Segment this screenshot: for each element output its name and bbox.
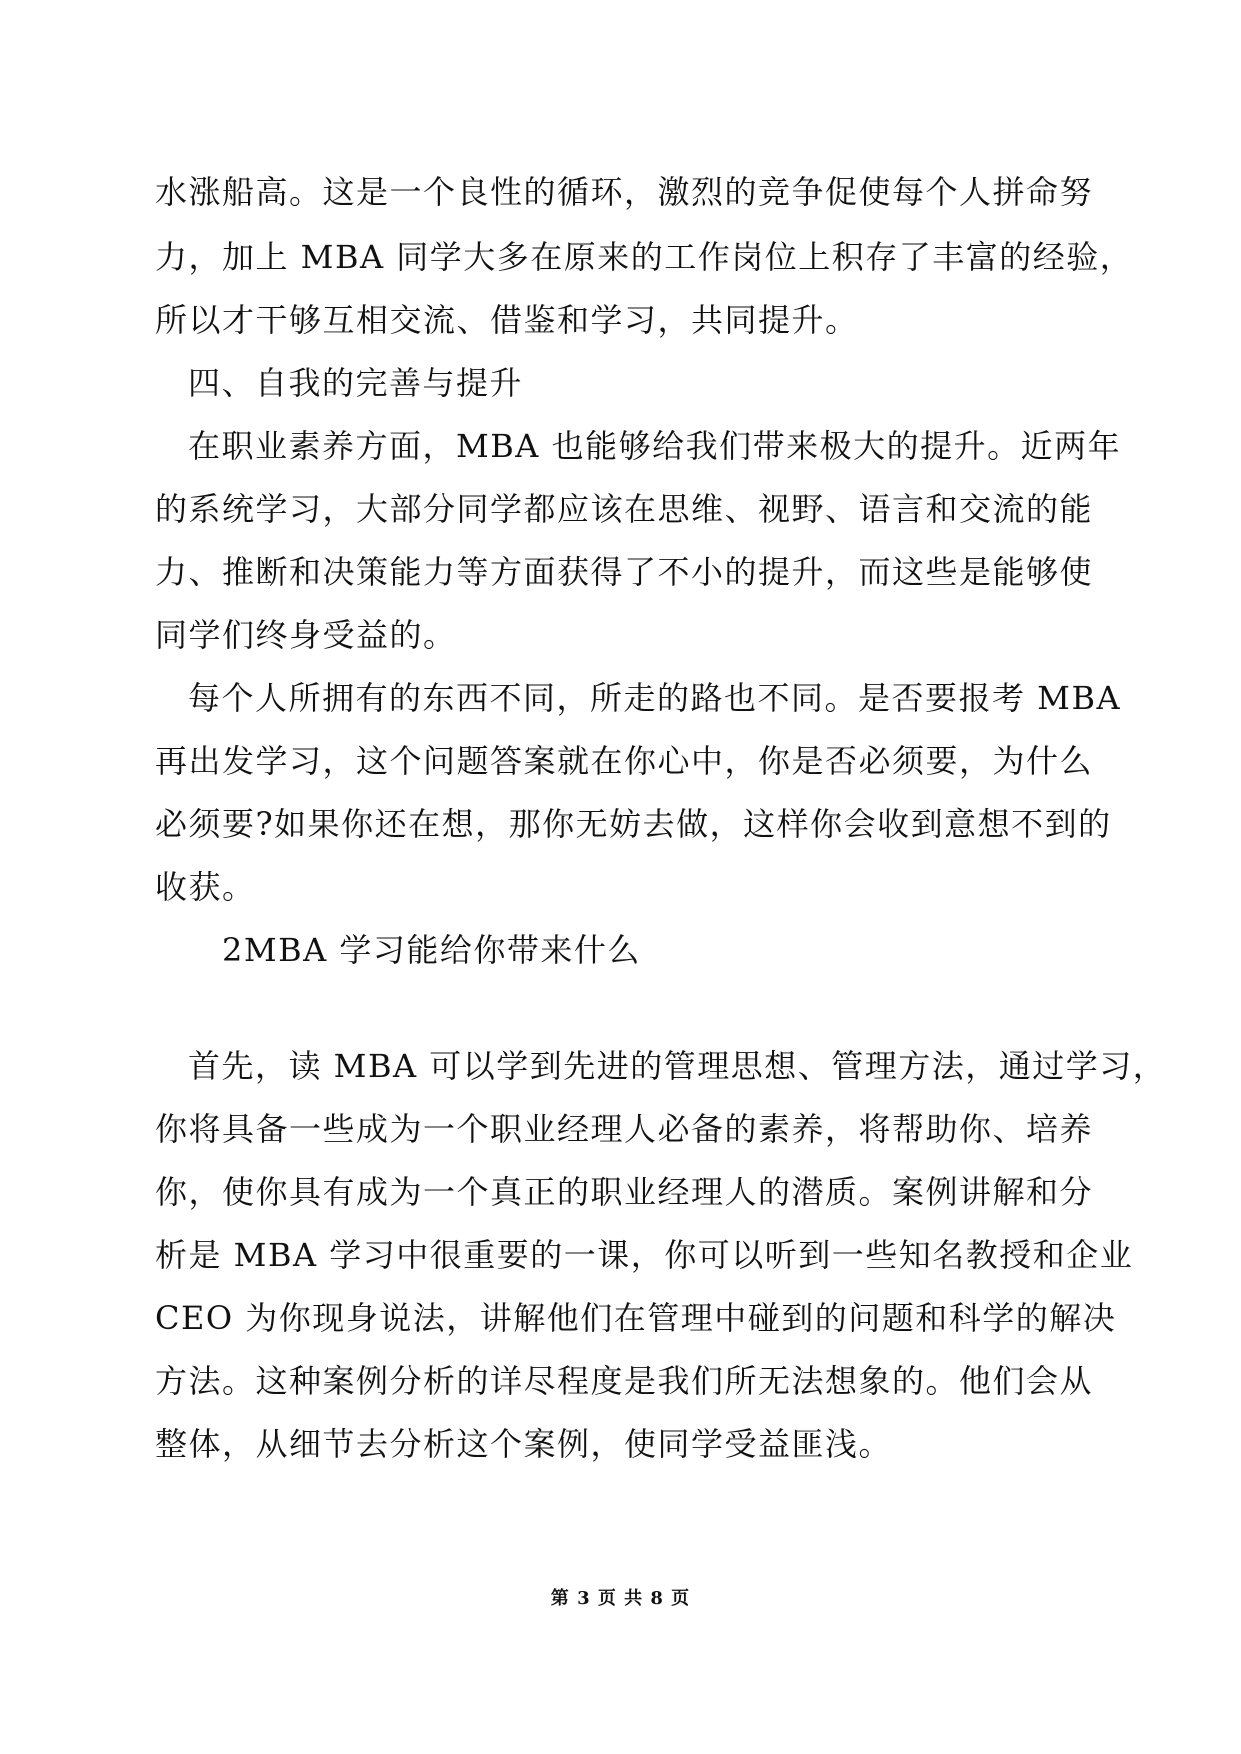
paragraph-line: 首先，读 MBA 可以学到先进的管理思想、管理方法，通过学习， xyxy=(188,1047,1167,1085)
paragraph-line: 力、推断和决策能力等方面获得了不小的提升，而这些是能够使 xyxy=(155,553,1094,591)
paragraph-line: 收获。 xyxy=(155,868,256,906)
paragraph-line: 同学们终身受益的。 xyxy=(155,616,457,654)
paragraph-line: 方法。这种案例分析的详尽程度是我们所无法想象的。他们会从 xyxy=(155,1362,1094,1400)
paragraph-line: 水涨船高。这是一个良性的循环，激烈的竞争促使每个人拼命努 xyxy=(155,173,1094,211)
paragraph-line: 整体，从细节去分析这个案例，使同学受益匪浅。 xyxy=(155,1425,893,1463)
section-heading: 四、自我的完善与提升 xyxy=(188,364,524,402)
paragraph-line: 你将具备一些成为一个职业经理人必备的素养，将帮助你、培养 xyxy=(155,1110,1094,1148)
paragraph-line: 再出发学习，这个问题答案就在你心中，你是否必须要，为什么 xyxy=(155,742,1094,780)
section-title: 2MBA 学习能给你带来什么 xyxy=(222,931,641,969)
paragraph-line: CEO 为你现身说法，讲解他们在管理中碰到的问题和科学的解决 xyxy=(155,1299,1117,1337)
paragraph-line: 你，使你具有成为一个真正的职业经理人的潜质。案例讲解和分 xyxy=(155,1173,1094,1211)
page-number-footer: 第 3 页 共 8 页 xyxy=(550,1588,691,1609)
paragraph-line: 在职业素养方面，MBA 也能够给我们带来极大的提升。近两年 xyxy=(188,427,1122,465)
paragraph-line: 析是 MBA 学习中很重要的一课，你可以听到一些知名教授和企业 xyxy=(155,1236,1134,1274)
paragraph-line: 必须要?如果你还在想，那你无妨去做，这样你会收到意想不到的 xyxy=(155,805,1112,843)
paragraph-line: 所以才干够互相交流、借鉴和学习，共同提升。 xyxy=(155,301,859,339)
paragraph-line: 的系统学习，大部分同学都应该在思维、视野、语言和交流的能 xyxy=(155,490,1094,528)
paragraph-line: 力，加上 MBA 同学大多在原来的工作岗位上积存了丰富的经验， xyxy=(155,238,1134,276)
paragraph-line: 每个人所拥有的东西不同，所走的路也不同。是否要报考 MBA xyxy=(188,679,1122,717)
